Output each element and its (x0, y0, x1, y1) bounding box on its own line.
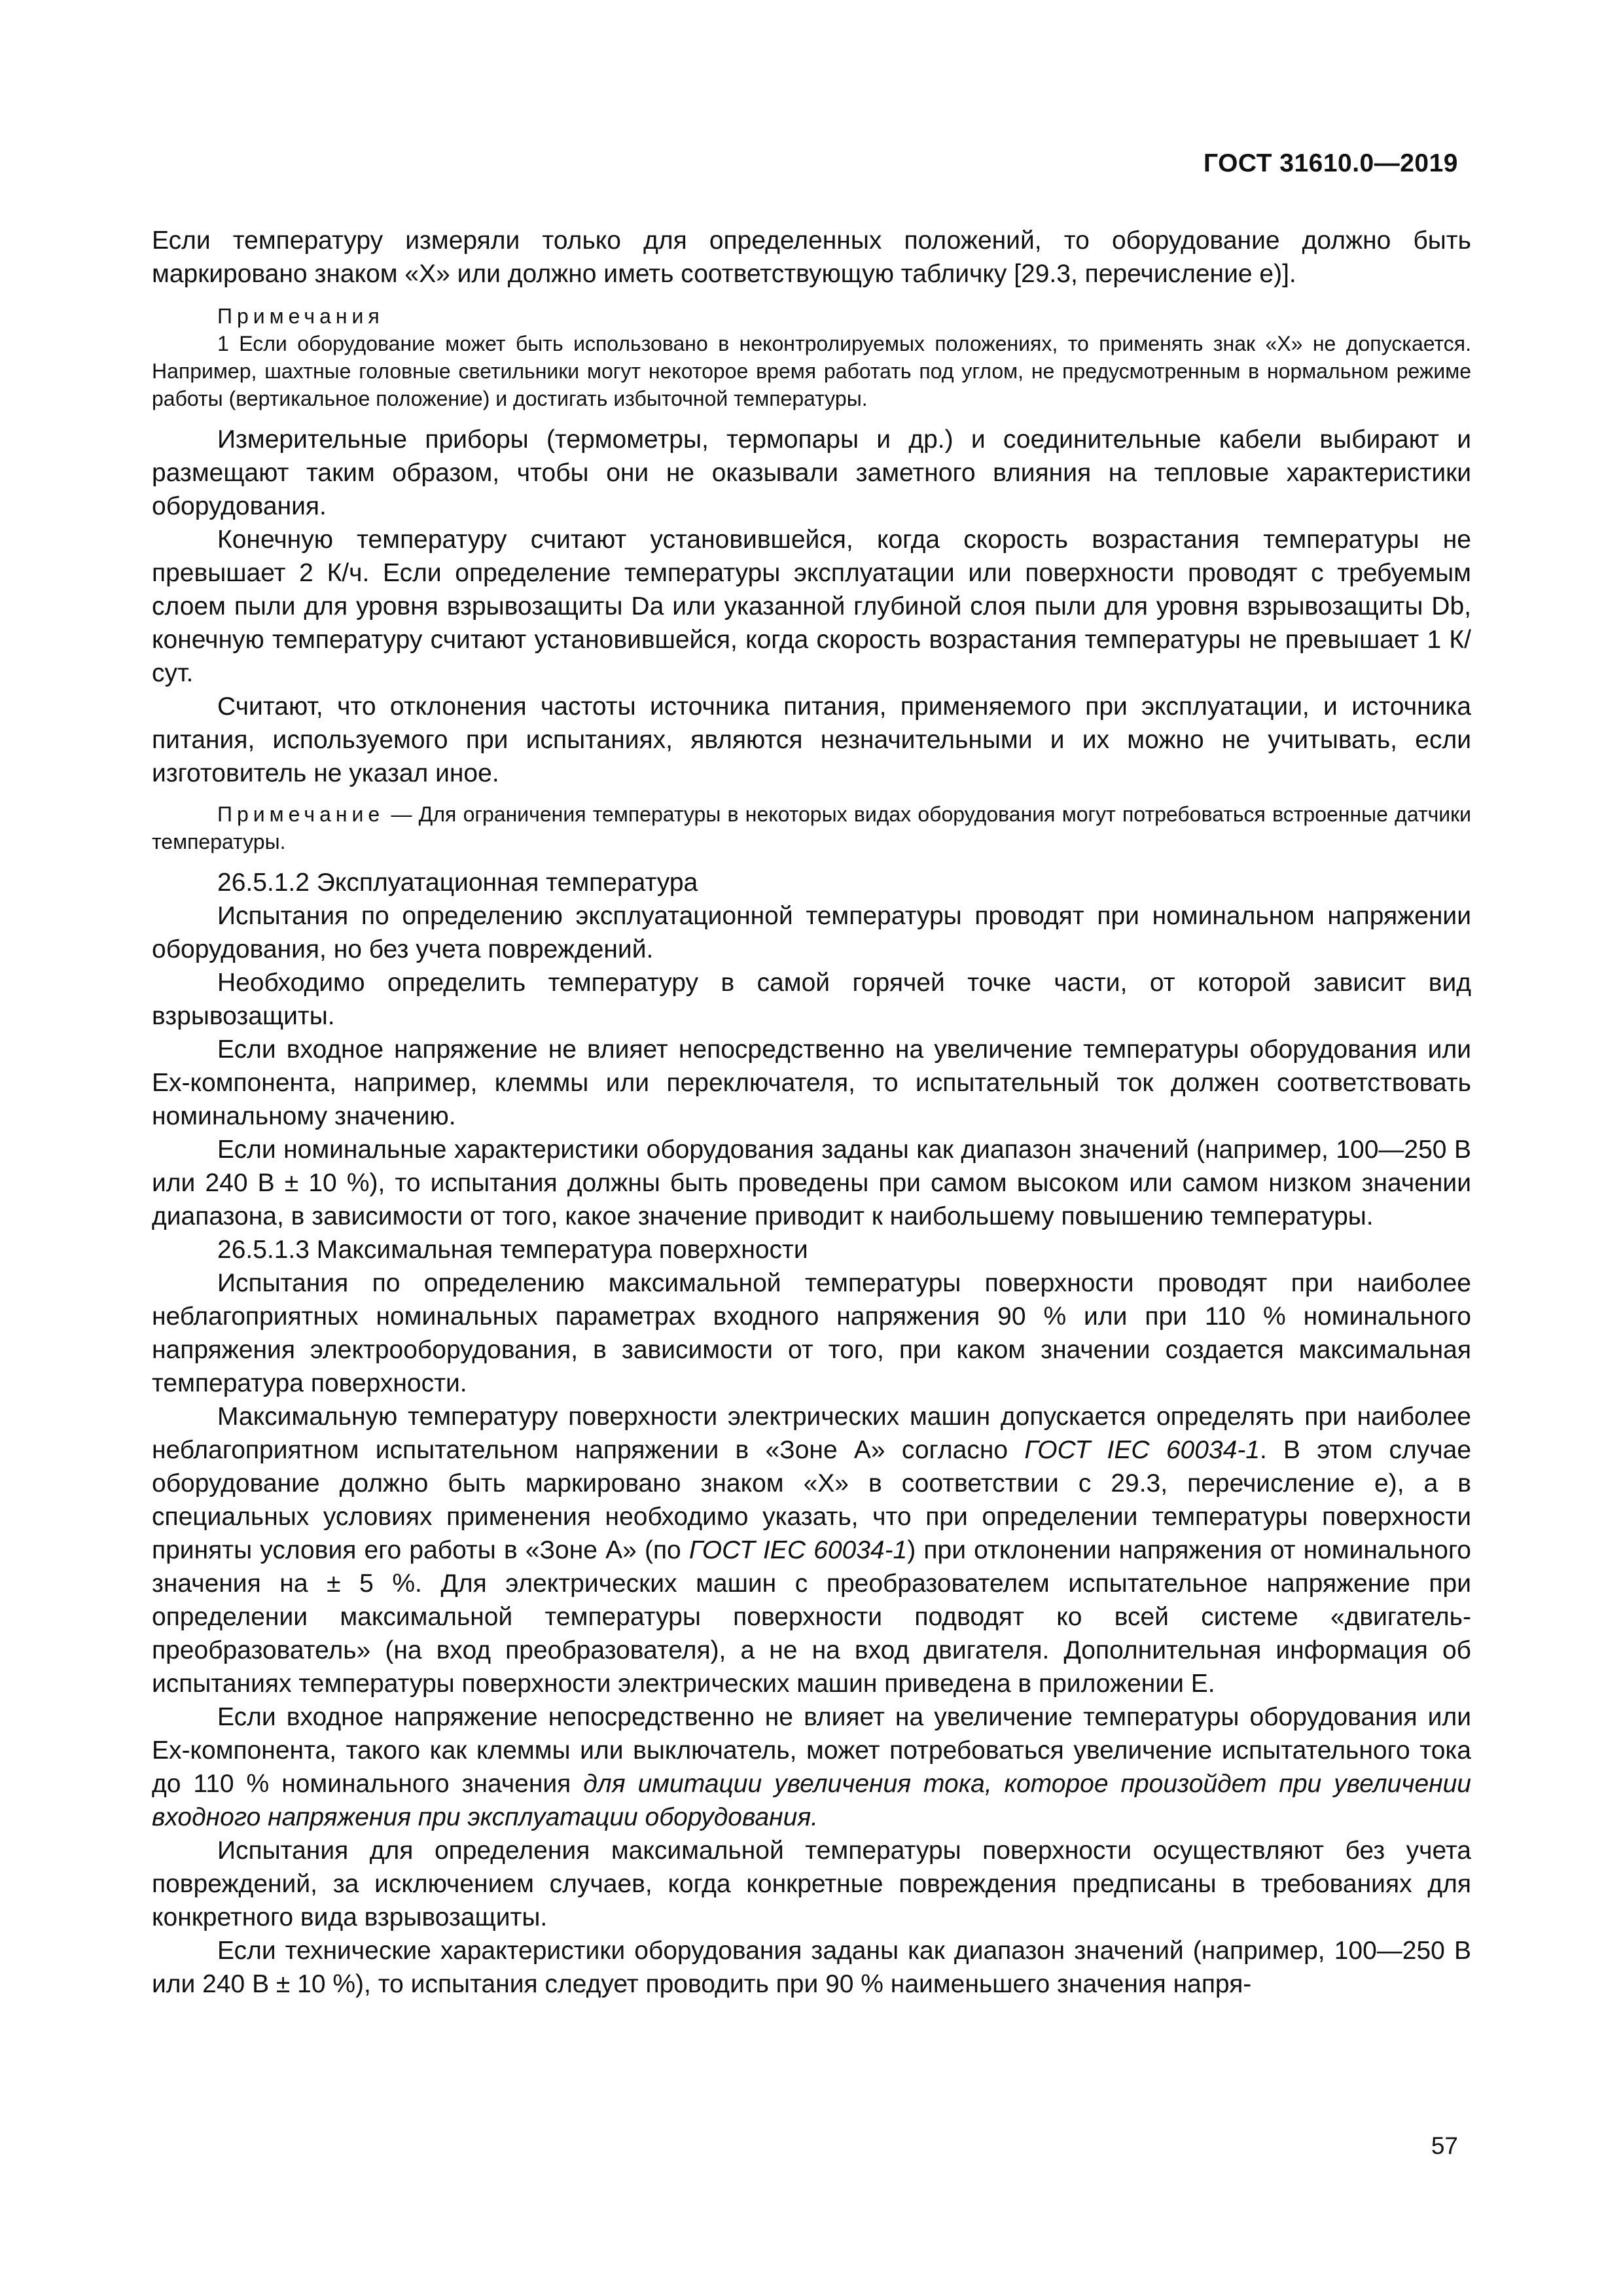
paragraph-without-faults: Испытания для определения максимальной температуры поверхности осуществляют без учета повреждений, за исключением случаев, когда конкретные повреждения предписаны в требованиях для конкретного вида взрывозащиты. (152, 1837, 1471, 1931)
standard-designation: ГОСТ 31610.0—2019 (1203, 149, 1458, 177)
text-run: . В этом случае оборудование должно быть маркировано знаком «X» в соответствии с 29.3, перечисление е), а в специальных условиях применения необходимо указать, что при определении температуры поверхности приняты условия его работы в «Зоне А» (по (152, 1436, 1472, 1564)
page-body (152, 224, 1471, 2001)
paragraph-operating-temp-tests: Испытания по определению эксплуатационной температуры проводят при номинальном напряжении оборудования, но без учета повреждений. (152, 902, 1471, 963)
standard-reference: ГОСТ IEC 60034-1 (1024, 1436, 1260, 1464)
paragraph-input-voltage: Если входное напряжение не влияет непосредственно на увеличение температуры оборудования или Ex-компонента, например, клеммы или переключателя, то испытательный ток должен соответствовать номинальному значению. (152, 1035, 1471, 1130)
note-text: — Для ограничения температуры в некоторых видах оборудования могут потребоваться встроенные датчики температуры. (152, 802, 1471, 853)
paragraph-electrical-machines (152, 1400, 1471, 1700)
note-label: Примечание (217, 802, 385, 826)
paragraph-supply-frequency: Считают, что отклонения частоты источника питания, применяемого при эксплуатации, и источника питания, используемого при испытаниях, являются незначительными и их можно не учитывать, если изготовитель не указал иное. (152, 692, 1471, 787)
paragraph-rated-range: Если номинальные характеристики оборудования заданы как диапазон значений (например, 100—250 В или 240 В ± 10 %), то испытания должны быть проведены при самом высоком или самом низком значении диапазона, в зависимости от того, какое значение приводит к наибольшему повышению температуры. (152, 1136, 1471, 1230)
standard-reference: ГОСТ IEC 60034-1 (688, 1536, 908, 1564)
notes-heading: Примечания (217, 304, 384, 328)
paragraph-measuring-instruments: Измерительные приборы (термометры, термопары и др.) и соединительные кабели выбирают и размещают таким образом, чтобы они не оказывали заметного влияния на тепловые характеристики оборудования. (152, 425, 1471, 520)
text-run: Максимальную температуру поверхности электрических машин допускается определять при наиболее неблагоприятном испытательном напряжении в «Зоне А» согласно (152, 1403, 1471, 1464)
text-run: ) при отклонении напряжения от номинального значения на ± 5 %. Для электрических машин с преобразователем испытательное напряжение при определении максимальной температуры поверхности подводят ко всей системе «двигатель-преобразователь» (на вход преобразователя), а не на вход двигателя. Дополнительная информация об испытаниях температуры поверхности электрических машин приведена в приложении Е. (152, 1536, 1471, 1698)
italic-text-run: для имитации увеличения тока, которое произойдет при увеличении входного напряжения при эксплуатации оборудования. (152, 1770, 1471, 1831)
text-run: Если входное напряжение непосредственно не влияет на увеличение температуры оборудования или Ex-компонента, такого как клеммы или выключатель, может потребоваться увеличение испытательного тока до 110 % номинального значения (152, 1703, 1471, 1798)
paragraph-test-current (152, 1700, 1471, 1834)
paragraph-hottest-point: Необходимо определить температуру в самой горячей точке части, от которой зависит вид взрывозащиты. (152, 969, 1471, 1030)
section-heading-26-5-1-2: 26.5.1.2 Эксплуатационная температура (217, 869, 698, 897)
page-number: 57 (1431, 2132, 1458, 2159)
paragraph-max-surface-tests: Испытания по определению максимальной температуры поверхности проводят при наиболее неблагоприятных номинальных параметрах входного напряжения 90 % или при 110 % номинального напряжения электрооборудования, в зависимости от того, при каком значении создается максимальная температура поверхности. (152, 1269, 1471, 1397)
section-heading-26-5-1-3: 26.5.1.3 Максимальная температура поверхности (217, 1236, 808, 1264)
paragraph-technical-range: Если технические характеристики оборудования заданы как диапазон значений (например, 100—250 В или 240 В ± 10 %), то испытания следует проводить при 90 % наименьшего значения напря- (152, 1937, 1471, 1998)
paragraph-final-temperature: Конечную температуру считают установившейся, когда скорость возрастания температуры не превышает 2 К/ч. Если определение температуры эксплуатации или поверхности проводят с требуемым слоем пыли для уровня взрывозащиты Da или указанной глубиной слоя пыли для уровня взрывозащиты Db, конечную температуру считают установившейся, когда скорость возрастания температуры не превышает 1 К/сут. (152, 526, 1471, 687)
paragraph-marking-positions: Если температуру измеряли только для определенных положений, то оборудование должно быть маркировано знаком «X» или должно иметь соответствующую табличку [29.3, перечисление е)]. (152, 226, 1471, 288)
note-temperature-sensors (152, 800, 1471, 855)
note-1: 1 Если оборудование может быть использовано в неконтролируемых положениях, то применять знак «X» не допускается. Например, шахтные головные светильники могут некоторое время работать под углом, не предусмотренным в нормальном режиме работы (вертикальное положение) и достигать избыточной температуры. (152, 332, 1471, 410)
